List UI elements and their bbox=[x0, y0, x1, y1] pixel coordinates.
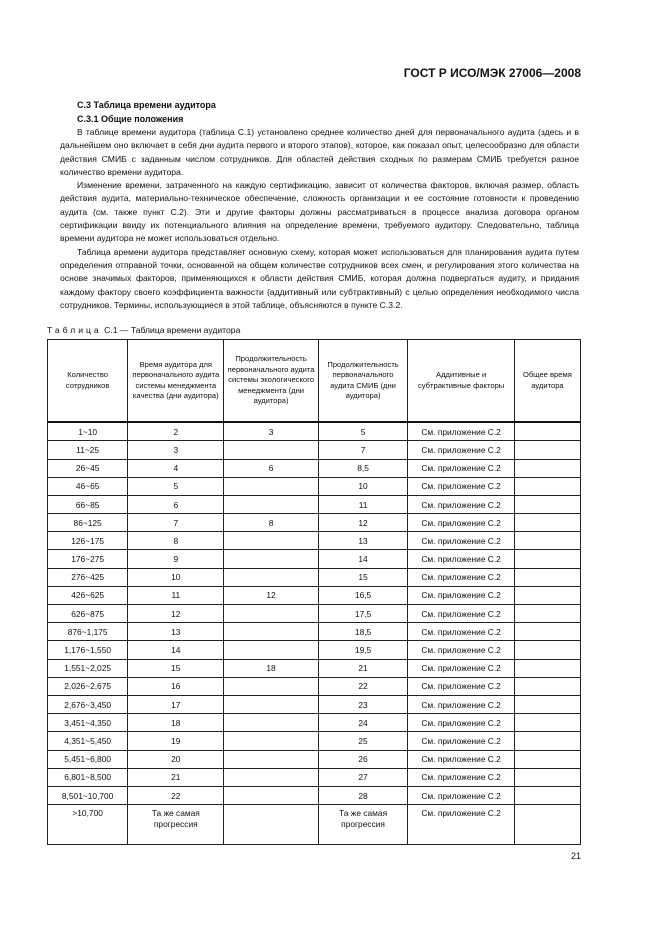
table-cell bbox=[514, 750, 580, 768]
table-cell bbox=[514, 495, 580, 513]
table-cell: См. приложение С.2 bbox=[408, 768, 515, 786]
table-cell: См. приложение С.2 bbox=[408, 677, 515, 695]
table-cell: 3 bbox=[224, 422, 318, 441]
table-cell: См. приложение С.2 bbox=[408, 586, 515, 604]
table-cell bbox=[224, 477, 318, 495]
table-cell bbox=[514, 714, 580, 732]
table-cell bbox=[224, 805, 318, 845]
table-cell: См. приложение С.2 bbox=[408, 459, 515, 477]
table-cell: Та же самая прогрессия bbox=[318, 805, 408, 845]
table-cell: 18,5 bbox=[318, 623, 408, 641]
column-header: Продолжительность первоначального аудита системы экологического менеджмента (дни аудитора) bbox=[224, 340, 318, 423]
table-cell: 18 bbox=[128, 714, 224, 732]
paragraph-1: В таблице времени аудитора (таблица С.1) установлено среднее количество дней для первоначального аудита (здесь и в дальнейшем оно включает в себя дни аудита первого и второго этапов), которое, как показал опыт, целесообразно для области действия СМИБ с заданным числом сотрудников. Для областей действия сходных по размерам СМИБ требуется разное количество времени аудитора. bbox=[60, 127, 579, 177]
table-row bbox=[48, 786, 581, 804]
table-cell: 13 bbox=[318, 532, 408, 550]
table-cell: 23 bbox=[318, 695, 408, 713]
table-cell: 66~85 bbox=[48, 495, 128, 513]
table-cell: 6 bbox=[128, 495, 224, 513]
table-cell: 13 bbox=[128, 623, 224, 641]
table-cell bbox=[224, 532, 318, 550]
column-header: Общее время аудитора bbox=[514, 340, 580, 423]
table-cell: 1~10 bbox=[48, 422, 128, 441]
table-cell: 8,501~10,700 bbox=[48, 786, 128, 804]
table-cell: См. приложение С.2 bbox=[408, 568, 515, 586]
table-cell: 21 bbox=[318, 659, 408, 677]
table-cell: 15 bbox=[318, 568, 408, 586]
table-row bbox=[48, 550, 581, 568]
paragraph-2: Изменение времени, затраченного на каждую сертификацию, зависит от количества факторов, включая размер, область действия аудита, материально-техническое обеспечение, сложность организации и ее состояние готовности к проведению аудита (см. также пункт С.2). Эти и другие факторы должны рассматриваться в процессе анализа договора органом сертификации ввиду их потенциального влияния на определение времени, требуемого аудитору. Следовательно, таблица времени аудитора не может использоваться отдельно. bbox=[60, 180, 579, 244]
column-header: Продолжительность первоначального аудита СМИБ (дни аудитора) bbox=[318, 340, 408, 423]
paragraph-3: Таблица времени аудитора представляет основную схему, которая может использоваться для планирования аудита путем определения отправной точки, основанной на общем количестве сотрудников всех смен, и регулирования этого количества на основе значимых факторов, применяющихся к области действия СМИБ, которая должна подвергаться аудиту, и придания каждому фактору своего коэффициента важности (аддитивный или субтрактивный) с целью определения необходимого числа сотрудников. Термины, использующиеся в этой таблице, объясняются в пункте С.3.2. bbox=[60, 246, 579, 310]
table-header-row bbox=[48, 340, 581, 423]
table-cell: См. приложение С.2 bbox=[408, 714, 515, 732]
table-cell: См. приложение С.2 bbox=[408, 532, 515, 550]
table-cell: 626~875 bbox=[48, 605, 128, 623]
document-header: ГОСТ Р ИСО/МЭК 27006—2008 bbox=[403, 66, 581, 80]
table-cell: См. приложение С.2 bbox=[408, 605, 515, 623]
table-cell: 4 bbox=[128, 459, 224, 477]
table-cell: См. приложение С.2 bbox=[408, 550, 515, 568]
table-cell: 126~175 bbox=[48, 532, 128, 550]
table-cell: 5 bbox=[318, 422, 408, 441]
table-cell: 18 bbox=[224, 659, 318, 677]
table-cell: 21 bbox=[128, 768, 224, 786]
column-header: Время аудитора для первоначального аудита системы менеджмента качества (дни аудитора) bbox=[128, 340, 224, 423]
table-cell: 2 bbox=[128, 422, 224, 441]
table-cell bbox=[224, 495, 318, 513]
table-cell: 25 bbox=[318, 732, 408, 750]
table-cell: 11 bbox=[128, 586, 224, 604]
table-cell: 46~65 bbox=[48, 477, 128, 495]
table-cell: См. приложение С.2 bbox=[408, 441, 515, 459]
table-row bbox=[48, 805, 581, 845]
table-cell bbox=[514, 514, 580, 532]
table-cell: См. приложение С.2 bbox=[408, 695, 515, 713]
table-row bbox=[48, 514, 581, 532]
table-row bbox=[48, 459, 581, 477]
table-cell: См. приложение С.2 bbox=[408, 422, 515, 441]
table-cell: >10,700 bbox=[48, 805, 128, 845]
table-row bbox=[48, 586, 581, 604]
table-cell: См. приложение С.2 bbox=[408, 805, 515, 845]
table-cell: 20 bbox=[128, 750, 224, 768]
table-row bbox=[48, 768, 581, 786]
table-cell: 8 bbox=[224, 514, 318, 532]
table-cell bbox=[514, 532, 580, 550]
table-cell: См. приложение С.2 bbox=[408, 623, 515, 641]
table-cell bbox=[514, 605, 580, 623]
table-cell bbox=[514, 805, 580, 845]
section-heading: С.3 Таблица времени аудитора bbox=[77, 100, 216, 110]
table-cell: 17,5 bbox=[318, 605, 408, 623]
table-cell: 3,451~4,350 bbox=[48, 714, 128, 732]
table-row bbox=[48, 532, 581, 550]
table-caption-text: С.1 — Таблица времени аудитора bbox=[104, 325, 241, 336]
table-row bbox=[48, 605, 581, 623]
table-cell: См. приложение С.2 bbox=[408, 786, 515, 804]
table-cell: 19,5 bbox=[318, 641, 408, 659]
table-row bbox=[48, 695, 581, 713]
table-cell: 17 bbox=[128, 695, 224, 713]
table-cell bbox=[514, 695, 580, 713]
table-cell: 24 bbox=[318, 714, 408, 732]
table-row bbox=[48, 477, 581, 495]
table-cell: 10 bbox=[128, 568, 224, 586]
table-cell bbox=[514, 786, 580, 804]
body-text bbox=[60, 98, 579, 312]
page-number: 21 bbox=[570, 851, 581, 862]
table-cell: 14 bbox=[318, 550, 408, 568]
table-cell bbox=[224, 732, 318, 750]
table-cell: 14 bbox=[128, 641, 224, 659]
table-row bbox=[48, 623, 581, 641]
table-row bbox=[48, 495, 581, 513]
table-caption bbox=[47, 324, 581, 336]
table-cell: 1,176~1,550 bbox=[48, 641, 128, 659]
table-cell bbox=[514, 422, 580, 441]
table-cell: 2,026~2,675 bbox=[48, 677, 128, 695]
table-cell: 26 bbox=[318, 750, 408, 768]
table-row bbox=[48, 641, 581, 659]
table-cell: 16 bbox=[128, 677, 224, 695]
table-cell: 7 bbox=[128, 514, 224, 532]
table-cell: 3 bbox=[128, 441, 224, 459]
table-cell: 4,351~5,450 bbox=[48, 732, 128, 750]
table-cell bbox=[514, 441, 580, 459]
table-cell: 8,5 bbox=[318, 459, 408, 477]
table-cell: См. приложение С.2 bbox=[408, 659, 515, 677]
table-cell bbox=[514, 768, 580, 786]
table-cell: 6 bbox=[224, 459, 318, 477]
column-header: Количество сотрудников bbox=[48, 340, 128, 423]
table-cell bbox=[224, 441, 318, 459]
table-cell: 8 bbox=[128, 532, 224, 550]
table-row bbox=[48, 441, 581, 459]
table-cell: 176~275 bbox=[48, 550, 128, 568]
table-cell: 12 bbox=[128, 605, 224, 623]
auditor-time-table bbox=[47, 339, 581, 845]
table-cell: 9 bbox=[128, 550, 224, 568]
table-cell: 12 bbox=[224, 586, 318, 604]
table-cell: Та же самая прогрессия bbox=[128, 805, 224, 845]
table-cell: 12 bbox=[318, 514, 408, 532]
table-cell bbox=[514, 677, 580, 695]
table-row bbox=[48, 714, 581, 732]
table-cell bbox=[224, 550, 318, 568]
table-cell: См. приложение С.2 bbox=[408, 477, 515, 495]
table-cell: 2,676~3,450 bbox=[48, 695, 128, 713]
column-header: Аддитивные и субтрактивные факторы bbox=[408, 340, 515, 423]
table-cell bbox=[224, 677, 318, 695]
table-row bbox=[48, 659, 581, 677]
table-cell bbox=[514, 659, 580, 677]
table-cell: 86~125 bbox=[48, 514, 128, 532]
table-row bbox=[48, 677, 581, 695]
table-cell: См. приложение С.2 bbox=[408, 495, 515, 513]
table-row bbox=[48, 732, 581, 750]
table-cell bbox=[224, 714, 318, 732]
table-cell: 876~1,175 bbox=[48, 623, 128, 641]
table-row bbox=[48, 422, 581, 441]
table-cell bbox=[224, 768, 318, 786]
table-cell: 276~425 bbox=[48, 568, 128, 586]
table-cell: 28 bbox=[318, 786, 408, 804]
table-cell: 11~25 bbox=[48, 441, 128, 459]
table-cell: 22 bbox=[128, 786, 224, 804]
table-cell: 19 bbox=[128, 732, 224, 750]
table-cell bbox=[514, 459, 580, 477]
table-cell: 26~45 bbox=[48, 459, 128, 477]
table-cell: 7 bbox=[318, 441, 408, 459]
table-cell bbox=[514, 641, 580, 659]
table-cell: 426~625 bbox=[48, 586, 128, 604]
table-cell bbox=[224, 750, 318, 768]
table-cell: 15 bbox=[128, 659, 224, 677]
table-cell bbox=[224, 623, 318, 641]
subsection-heading: С.3.1 Общие положения bbox=[77, 114, 184, 124]
table-row bbox=[48, 568, 581, 586]
table-cell: См. приложение С.2 bbox=[408, 514, 515, 532]
table-cell bbox=[514, 550, 580, 568]
table-cell: 10 bbox=[318, 477, 408, 495]
table-caption-word: Таблица bbox=[47, 325, 102, 336]
table-cell bbox=[224, 605, 318, 623]
table-cell: См. приложение С.2 bbox=[408, 641, 515, 659]
table-cell: 27 bbox=[318, 768, 408, 786]
table-cell: 1,551~2,025 bbox=[48, 659, 128, 677]
table-cell bbox=[224, 786, 318, 804]
table-cell: 16,5 bbox=[318, 586, 408, 604]
table-cell: 5 bbox=[128, 477, 224, 495]
table-cell: См. приложение С.2 bbox=[408, 732, 515, 750]
table-cell bbox=[514, 568, 580, 586]
table-cell: 6,801~8,500 bbox=[48, 768, 128, 786]
table-cell bbox=[514, 477, 580, 495]
table-cell bbox=[224, 641, 318, 659]
table-cell: 5,451~6,800 bbox=[48, 750, 128, 768]
table-cell bbox=[514, 623, 580, 641]
table-cell bbox=[514, 732, 580, 750]
table-cell: См. приложение С.2 bbox=[408, 750, 515, 768]
table-cell bbox=[514, 586, 580, 604]
table-cell: 22 bbox=[318, 677, 408, 695]
table-cell: 11 bbox=[318, 495, 408, 513]
table-cell bbox=[224, 695, 318, 713]
table-row bbox=[48, 750, 581, 768]
table-cell bbox=[224, 568, 318, 586]
